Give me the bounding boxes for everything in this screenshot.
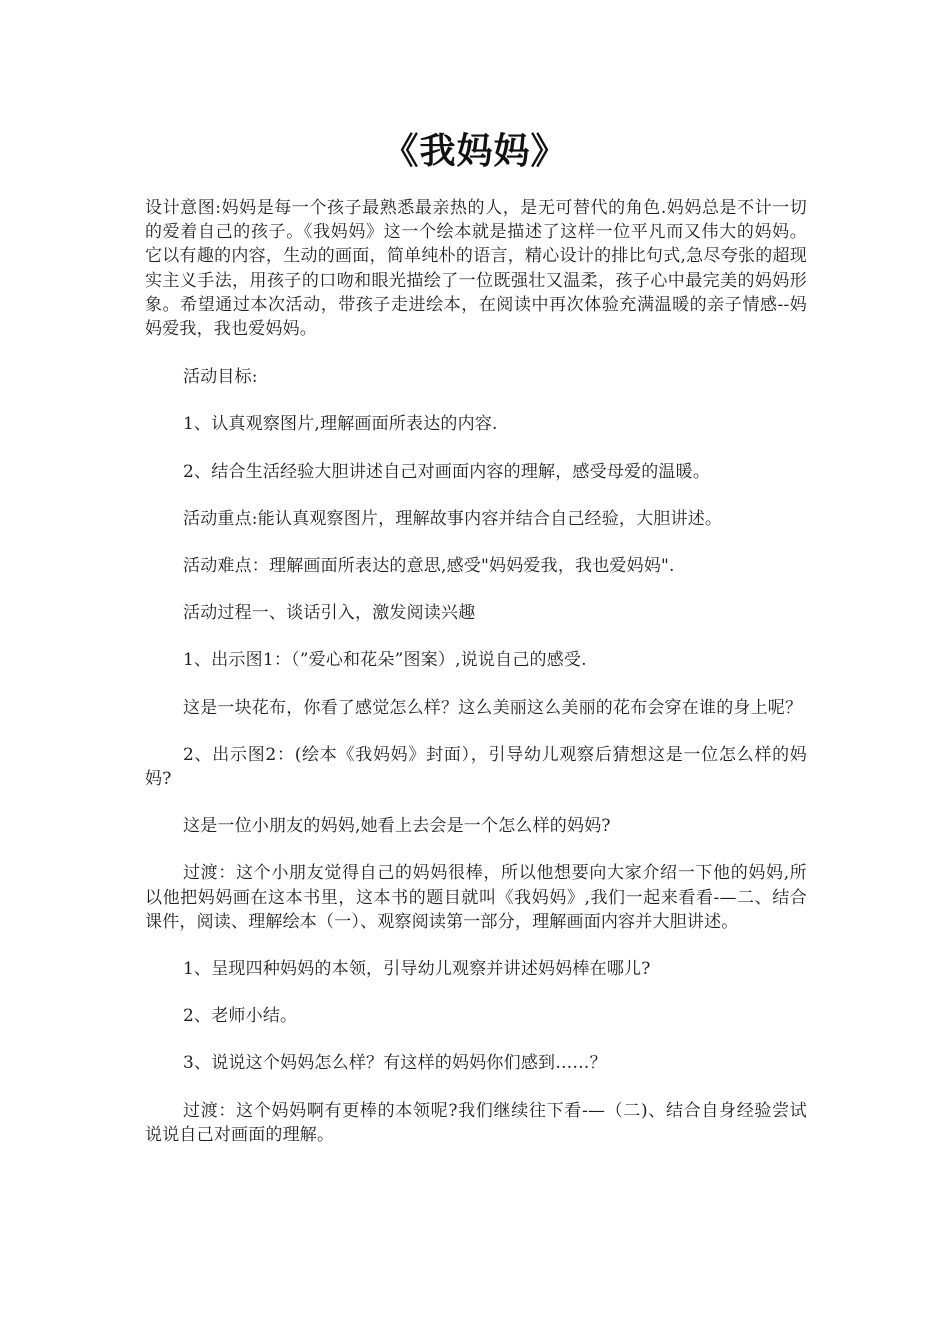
- paragraph-goal-1: 1、认真观察图片,理解画面所表达的内容.: [183, 414, 498, 435]
- paragraph-show-image-1: 1、出示图1：（”爱心和花朵”图案）,说说自己的感受.: [183, 650, 587, 671]
- document-title: 《我妈妈》: [382, 131, 568, 172]
- paragraph-transition-2: 过渡：这个妈妈啊有更棒的本领呢?我们继续往下看-—（二)、结合自身经验尝试说说自己对画面的理解。: [145, 1100, 807, 1145]
- paragraph-process-step-1: 活动过程一、谈话引入，激发阅读兴趣: [183, 603, 476, 624]
- paragraph-cloth-question: 这是一块花布，你看了感觉怎么样？这么美丽这么美丽的花布会穿在谁的身上呢？: [183, 697, 803, 718]
- paragraph-transition-1: 过渡：这个小朋友觉得自己的妈妈很棒，所以他想要向大家介绍一下他的妈妈,所以他把妈妈画在这本书里，这本书的题目就叫《我妈妈》,我们一起来看看-—二、结合课件，阅读、理解绘本（一）、观察阅读第一部分，理解画面内容并大胆讲述。: [145, 863, 807, 932]
- paragraph-goal-2: 2、结合生活经验大胆讲述自己对画面内容的理解，感受母爱的温暖。: [183, 461, 711, 482]
- paragraph-mother-question: 这是一位小朋友的妈妈,她看上去会是一个怎么样的妈妈?: [183, 816, 611, 837]
- paragraph-show-image-2: 2、出示图2：(绘本《我妈妈》封面），引导幼儿观察后猜想这是一位怎么样的妈妈?: [145, 744, 807, 790]
- paragraph-activity-goals-heading: 活动目标:: [183, 367, 258, 388]
- paragraph-teacher-summary: 2、老师小结。: [183, 1006, 298, 1027]
- paragraph-discuss-mother: 3、说说这个妈妈怎么样？有这样的妈妈你们感到……？: [183, 1053, 607, 1074]
- paragraph-difficulties: 活动难点：理解画面所表达的意思,感受"妈妈爱我，我也爱妈妈".: [183, 556, 675, 577]
- paragraph-four-abilities: 1、呈现四种妈妈的本领，引导幼儿观察并讲述妈妈棒在哪儿?: [183, 959, 651, 980]
- paragraph-key-points: 活动重点:能认真观察图片，理解故事内容并结合自己经验，大胆讲述。: [183, 508, 723, 529]
- document-body: [145, 196, 807, 1170]
- paragraph-design-intent: 设计意图:妈妈是每一个孩子最熟悉最亲热的人，是无可替代的角色.妈妈总是不计一切的爱着自己的孩子。《我妈妈》这一个绘本就是描述了这样一位平凡而又伟大的妈妈。它以有趣的内容，生动的画面，简单纯朴的语言，精心设计的排比句式,急尽夸张的超现实主义手法，用孩子的口吻和眼光描绘了一位既强壮又温柔，孩子心中最完美的妈妈形象。希望通过本次活动，带孩子走进绘本，在阅读中再次体验充满温暖的亲子情感--妈妈爱我，我也爱妈妈。: [145, 198, 807, 340]
